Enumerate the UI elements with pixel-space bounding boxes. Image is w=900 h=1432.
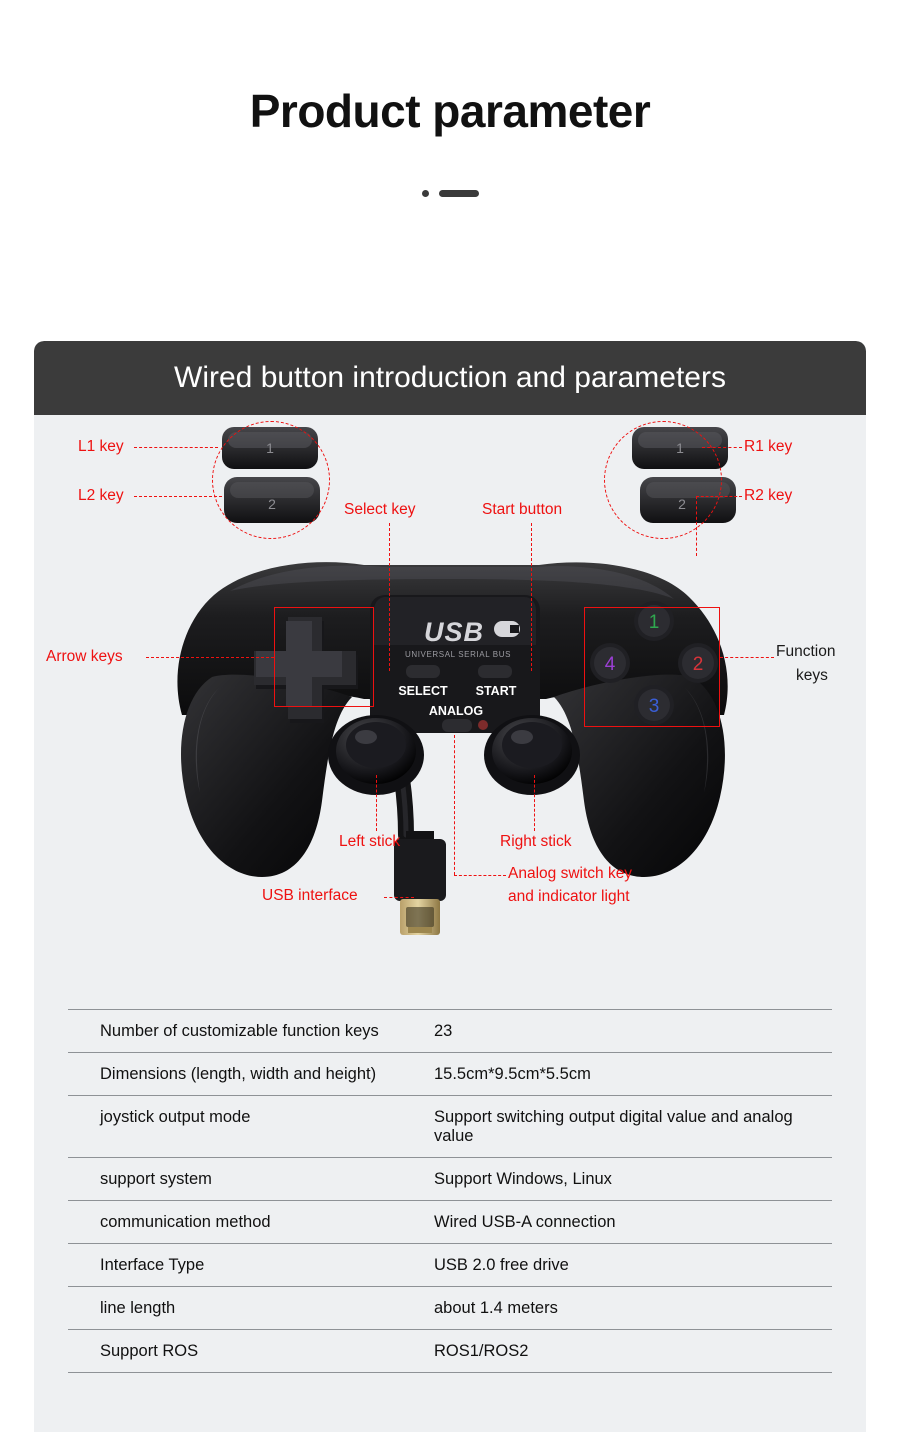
title-divider-decoration — [0, 190, 900, 197]
table-row — [68, 1158, 832, 1201]
spec-key: line length — [100, 1299, 176, 1317]
leader-select — [389, 523, 390, 671]
leader-analog-switch-vertical — [454, 735, 455, 875]
label-usb-interface: USB interface — [262, 887, 358, 904]
spec-table — [68, 1009, 832, 1373]
svg-text:1: 1 — [648, 612, 660, 633]
table-row — [68, 1244, 832, 1287]
svg-text:2: 2 — [268, 496, 276, 512]
label-function-keys-line1: Function — [776, 643, 836, 660]
spec-key: Number of customizable function keys — [100, 1022, 379, 1040]
card-header-title: Wired button introduction and parameters — [174, 361, 726, 394]
spec-value: 15.5cm*9.5cm*5.5cm — [434, 1065, 591, 1083]
label-start-button: Start button — [482, 501, 563, 518]
leader-analog-switch — [454, 875, 506, 876]
svg-text:UNIVERSAL SERIAL BUS: UNIVERSAL SERIAL BUS — [404, 650, 512, 659]
svg-text:4: 4 — [604, 654, 616, 675]
leader-left-stick — [376, 775, 377, 831]
table-row — [68, 1330, 832, 1373]
spec-key: support system — [100, 1170, 212, 1188]
spec-value: about 1.4 meters — [434, 1299, 558, 1317]
table-row — [68, 1201, 832, 1244]
spec-value: ROS1/ROS2 — [434, 1342, 529, 1360]
table-row — [68, 1053, 832, 1096]
table-row — [68, 1287, 832, 1330]
svg-text:2: 2 — [678, 496, 686, 512]
leader-l1 — [134, 447, 218, 448]
table-row — [68, 1010, 832, 1053]
leader-l2 — [134, 496, 222, 497]
page-title: Product parameter — [249, 85, 651, 137]
spec-key: Support ROS — [100, 1342, 199, 1360]
svg-text:USB: USB — [423, 617, 485, 647]
label-l2-key: L2 key — [78, 487, 124, 504]
divider-dot-icon — [422, 190, 429, 197]
svg-text:START: START — [475, 684, 517, 698]
label-r1-key: R1 key — [744, 438, 793, 455]
svg-text:1: 1 — [676, 440, 684, 456]
table-row — [68, 1096, 832, 1158]
annotation-box-arrow-keys — [274, 607, 374, 707]
leader-r2-vertical — [696, 496, 697, 556]
leader-start — [531, 523, 532, 671]
spec-key: Dimensions (length, width and height) — [100, 1065, 377, 1083]
gamepad-diagram — [34, 415, 866, 1015]
label-left-stick: Left stick — [339, 833, 401, 850]
label-arrow-keys: Arrow keys — [46, 648, 123, 665]
gamepad-illustration — [34, 415, 866, 1015]
divider-dash-icon — [439, 190, 479, 197]
leader-arrow-keys — [146, 657, 274, 658]
spec-key: Interface Type — [100, 1256, 205, 1274]
spec-value: Wired USB-A connection — [434, 1213, 616, 1231]
label-r2-key: R2 key — [744, 487, 793, 504]
label-analog-switch-line1: Analog switch key — [508, 865, 633, 882]
leader-right-stick — [534, 775, 535, 831]
leader-function-keys — [720, 657, 774, 658]
svg-text:1: 1 — [266, 440, 274, 456]
annotation-box-function-keys — [584, 607, 720, 727]
svg-text:2: 2 — [692, 654, 704, 675]
label-l1-key: L1 key — [78, 438, 124, 455]
annotation-circle-left-shoulder — [212, 421, 330, 539]
label-select-key: Select key — [344, 501, 416, 518]
spec-value: Support switching output digital value and analog value — [434, 1108, 793, 1145]
spec-value: 23 — [434, 1022, 453, 1040]
card-header — [34, 341, 866, 415]
spec-key: communication method — [100, 1213, 271, 1231]
wired-button-card — [34, 341, 866, 1432]
leader-usb-interface — [384, 897, 414, 898]
label-function-keys-line2: keys — [796, 667, 828, 684]
spec-value: USB 2.0 free drive — [434, 1256, 569, 1274]
svg-text:3: 3 — [648, 696, 660, 717]
spec-value: Support Windows, Linux — [434, 1170, 612, 1188]
annotation-circle-right-shoulder — [604, 421, 722, 539]
label-analog-switch-line2: and indicator light — [508, 888, 630, 905]
svg-text:ANALOG: ANALOG — [428, 704, 484, 718]
svg-text:SELECT: SELECT — [398, 684, 448, 698]
leader-r1 — [702, 447, 742, 448]
label-right-stick: Right stick — [500, 833, 572, 850]
spec-key: joystick output mode — [100, 1108, 251, 1126]
leader-r2 — [696, 496, 742, 497]
